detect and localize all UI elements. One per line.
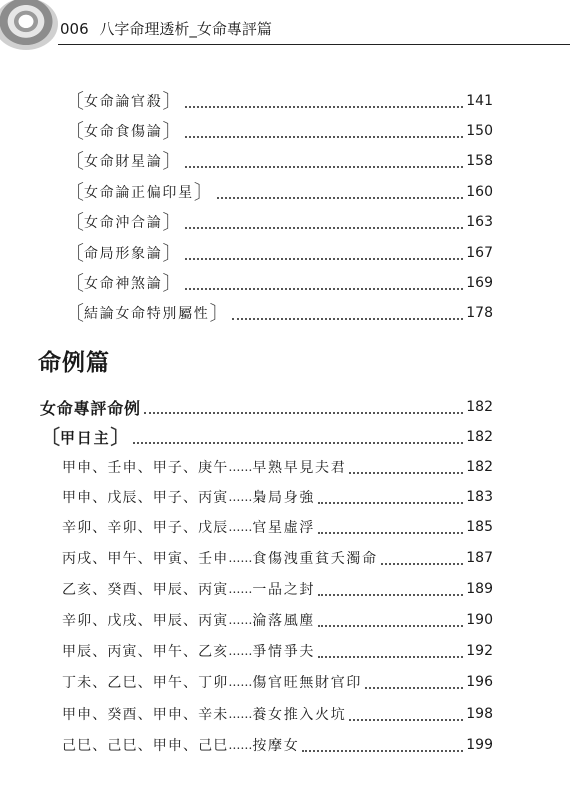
open-bracket: 〔 bbox=[64, 241, 84, 265]
leader-dots bbox=[232, 307, 463, 320]
leader-dots bbox=[217, 186, 464, 199]
leader-dots bbox=[318, 491, 463, 504]
case-description: 食傷洩重貧夭濁命 bbox=[252, 551, 378, 567]
case-page: 199 bbox=[466, 737, 493, 753]
toc-entry-title: 結論女命特別屬性 bbox=[84, 306, 210, 322]
header-rule bbox=[58, 44, 570, 45]
ellipsis: …… bbox=[228, 551, 253, 565]
section-heading: 命例篇 bbox=[38, 350, 110, 376]
leader-dots bbox=[349, 461, 463, 474]
ellipsis: …… bbox=[228, 738, 253, 752]
case-page: 190 bbox=[466, 612, 493, 628]
toc-entry-page: 163 bbox=[466, 214, 493, 230]
close-bracket: 〕 bbox=[110, 425, 131, 449]
group-title: 甲日主 bbox=[60, 428, 111, 447]
case-description: 早熟早見夫君 bbox=[252, 460, 347, 476]
open-bracket: 〔 bbox=[64, 271, 84, 295]
leader-dots bbox=[318, 645, 463, 658]
toc-entry-page: 167 bbox=[466, 245, 493, 261]
case-description: 官星虛浮 bbox=[252, 520, 316, 536]
case-pillars: 丁未、乙巳、甲午、丁卯 bbox=[62, 675, 229, 691]
case-pillars: 乙亥、癸酉、甲辰、丙寅 bbox=[62, 582, 229, 598]
toc-entry-page: 169 bbox=[466, 275, 493, 291]
leader-dots bbox=[349, 708, 463, 721]
toc-entry[interactable] bbox=[0, 301, 570, 325]
case-page: 183 bbox=[466, 489, 493, 505]
ellipsis: …… bbox=[228, 613, 253, 627]
case-entry[interactable] bbox=[0, 639, 570, 663]
toc-entry[interactable] bbox=[0, 241, 570, 265]
leader-dots bbox=[185, 247, 463, 260]
close-bracket: 〕 bbox=[162, 210, 183, 234]
case-pillars: 辛卯、戊戌、甲辰、丙寅 bbox=[62, 613, 229, 629]
close-bracket: 〕 bbox=[162, 271, 183, 295]
header-page-number: 006 bbox=[60, 20, 89, 38]
toc-entry-page: 160 bbox=[466, 184, 493, 200]
header-text bbox=[60, 18, 272, 39]
case-entry[interactable] bbox=[0, 515, 570, 539]
leader-dots bbox=[318, 614, 463, 627]
case-description: 按摩女 bbox=[252, 738, 300, 754]
case-entry[interactable] bbox=[0, 733, 570, 757]
toc-entry-page: 141 bbox=[466, 93, 493, 109]
close-bracket: 〕 bbox=[162, 89, 183, 113]
ellipsis: …… bbox=[228, 582, 253, 596]
case-entry[interactable] bbox=[0, 485, 570, 509]
leader-dots bbox=[185, 155, 463, 168]
leader-dots bbox=[381, 552, 463, 565]
case-pillars: 己巳、己巳、甲申、己巳 bbox=[62, 738, 229, 754]
leader-dots bbox=[185, 125, 463, 138]
open-bracket: 〔 bbox=[64, 89, 84, 113]
case-description: 淪落風塵 bbox=[252, 613, 316, 629]
leader-dots bbox=[185, 216, 463, 229]
toc-entry-title: 女命沖合論 bbox=[84, 215, 163, 231]
case-description: 梟局身強 bbox=[252, 490, 316, 506]
logo-emblem bbox=[0, 0, 58, 50]
case-page: 187 bbox=[466, 550, 493, 566]
toc-entry[interactable] bbox=[0, 119, 570, 143]
toc-entry[interactable] bbox=[0, 210, 570, 234]
case-entry[interactable] bbox=[0, 670, 570, 694]
case-page: 198 bbox=[466, 706, 493, 722]
case-pillars: 丙戌、甲午、甲寅、壬申 bbox=[62, 551, 229, 567]
ellipsis: …… bbox=[228, 675, 253, 689]
case-pillars: 甲申、癸酉、甲申、辛未 bbox=[62, 707, 229, 723]
case-page: 192 bbox=[466, 643, 493, 659]
toc-entry-title: 女命食傷論 bbox=[84, 124, 163, 140]
subsection-title: 女命專評命例 bbox=[40, 398, 141, 418]
ellipsis: …… bbox=[228, 460, 253, 474]
open-bracket: 〔 bbox=[64, 149, 84, 173]
toc-entry-title: 女命論官殺 bbox=[84, 94, 163, 110]
toc-entry-title: 命局形象論 bbox=[84, 246, 163, 262]
case-description: 傷官旺無財官印 bbox=[252, 675, 363, 691]
open-bracket: 〔 bbox=[64, 210, 84, 234]
toc-entry[interactable] bbox=[0, 149, 570, 173]
case-entry[interactable] bbox=[0, 608, 570, 632]
close-bracket: 〕 bbox=[193, 180, 214, 204]
case-page: 182 bbox=[466, 459, 493, 475]
case-pillars: 甲辰、丙寅、甲午、乙亥 bbox=[62, 644, 229, 660]
toc-entry[interactable] bbox=[0, 180, 570, 204]
case-pillars: 甲申、壬申、甲子、庚午 bbox=[62, 460, 229, 476]
subsection-page: 182 bbox=[466, 399, 493, 415]
case-description: 一品之封 bbox=[252, 582, 316, 598]
leader-dots bbox=[133, 431, 463, 444]
case-entry[interactable] bbox=[0, 455, 570, 479]
toc-entry-page: 150 bbox=[466, 123, 493, 139]
leader-dots bbox=[144, 401, 463, 414]
ellipsis: …… bbox=[228, 644, 253, 658]
ellipsis: …… bbox=[228, 490, 253, 504]
leader-dots bbox=[365, 676, 463, 689]
close-bracket: 〕 bbox=[162, 119, 183, 143]
open-bracket: 〔 bbox=[64, 180, 84, 204]
page-header bbox=[0, 0, 570, 60]
group-page: 182 bbox=[466, 429, 493, 445]
leader-dots bbox=[185, 95, 463, 108]
case-pillars: 辛卯、辛卯、甲子、戊辰 bbox=[62, 520, 229, 536]
toc-entry[interactable] bbox=[0, 271, 570, 295]
open-bracket: 〔 bbox=[40, 425, 60, 449]
case-page: 189 bbox=[466, 581, 493, 597]
ellipsis: …… bbox=[228, 520, 253, 534]
toc-entry[interactable] bbox=[0, 89, 570, 113]
close-bracket: 〕 bbox=[162, 149, 183, 173]
case-page: 196 bbox=[466, 674, 493, 690]
toc-group[interactable] bbox=[0, 425, 570, 449]
leader-dots bbox=[318, 583, 463, 596]
case-description: 爭情爭夫 bbox=[252, 644, 316, 660]
case-page: 185 bbox=[466, 519, 493, 535]
leader-dots bbox=[185, 277, 463, 290]
leader-dots bbox=[302, 739, 463, 752]
toc-entry-title: 女命財星論 bbox=[84, 154, 163, 170]
open-bracket: 〔 bbox=[64, 119, 84, 143]
toc-entry-page: 178 bbox=[466, 305, 493, 321]
case-entry[interactable] bbox=[0, 702, 570, 726]
header-book-title: 八字命理透析_女命專評篇 bbox=[99, 20, 272, 38]
toc-subsection[interactable] bbox=[0, 395, 570, 419]
toc-entry-title: 女命神煞論 bbox=[84, 276, 163, 292]
leader-dots bbox=[318, 521, 463, 534]
close-bracket: 〕 bbox=[209, 301, 230, 325]
case-pillars: 甲申、戊辰、甲子、丙寅 bbox=[62, 490, 229, 506]
case-entry[interactable] bbox=[0, 546, 570, 570]
open-bracket: 〔 bbox=[64, 301, 84, 325]
case-entry[interactable] bbox=[0, 577, 570, 601]
toc-entry-page: 158 bbox=[466, 153, 493, 169]
case-description: 養女推入火坑 bbox=[252, 707, 347, 723]
toc-entry-title: 女命論正偏印星 bbox=[84, 185, 194, 201]
ellipsis: …… bbox=[228, 707, 253, 721]
close-bracket: 〕 bbox=[162, 241, 183, 265]
